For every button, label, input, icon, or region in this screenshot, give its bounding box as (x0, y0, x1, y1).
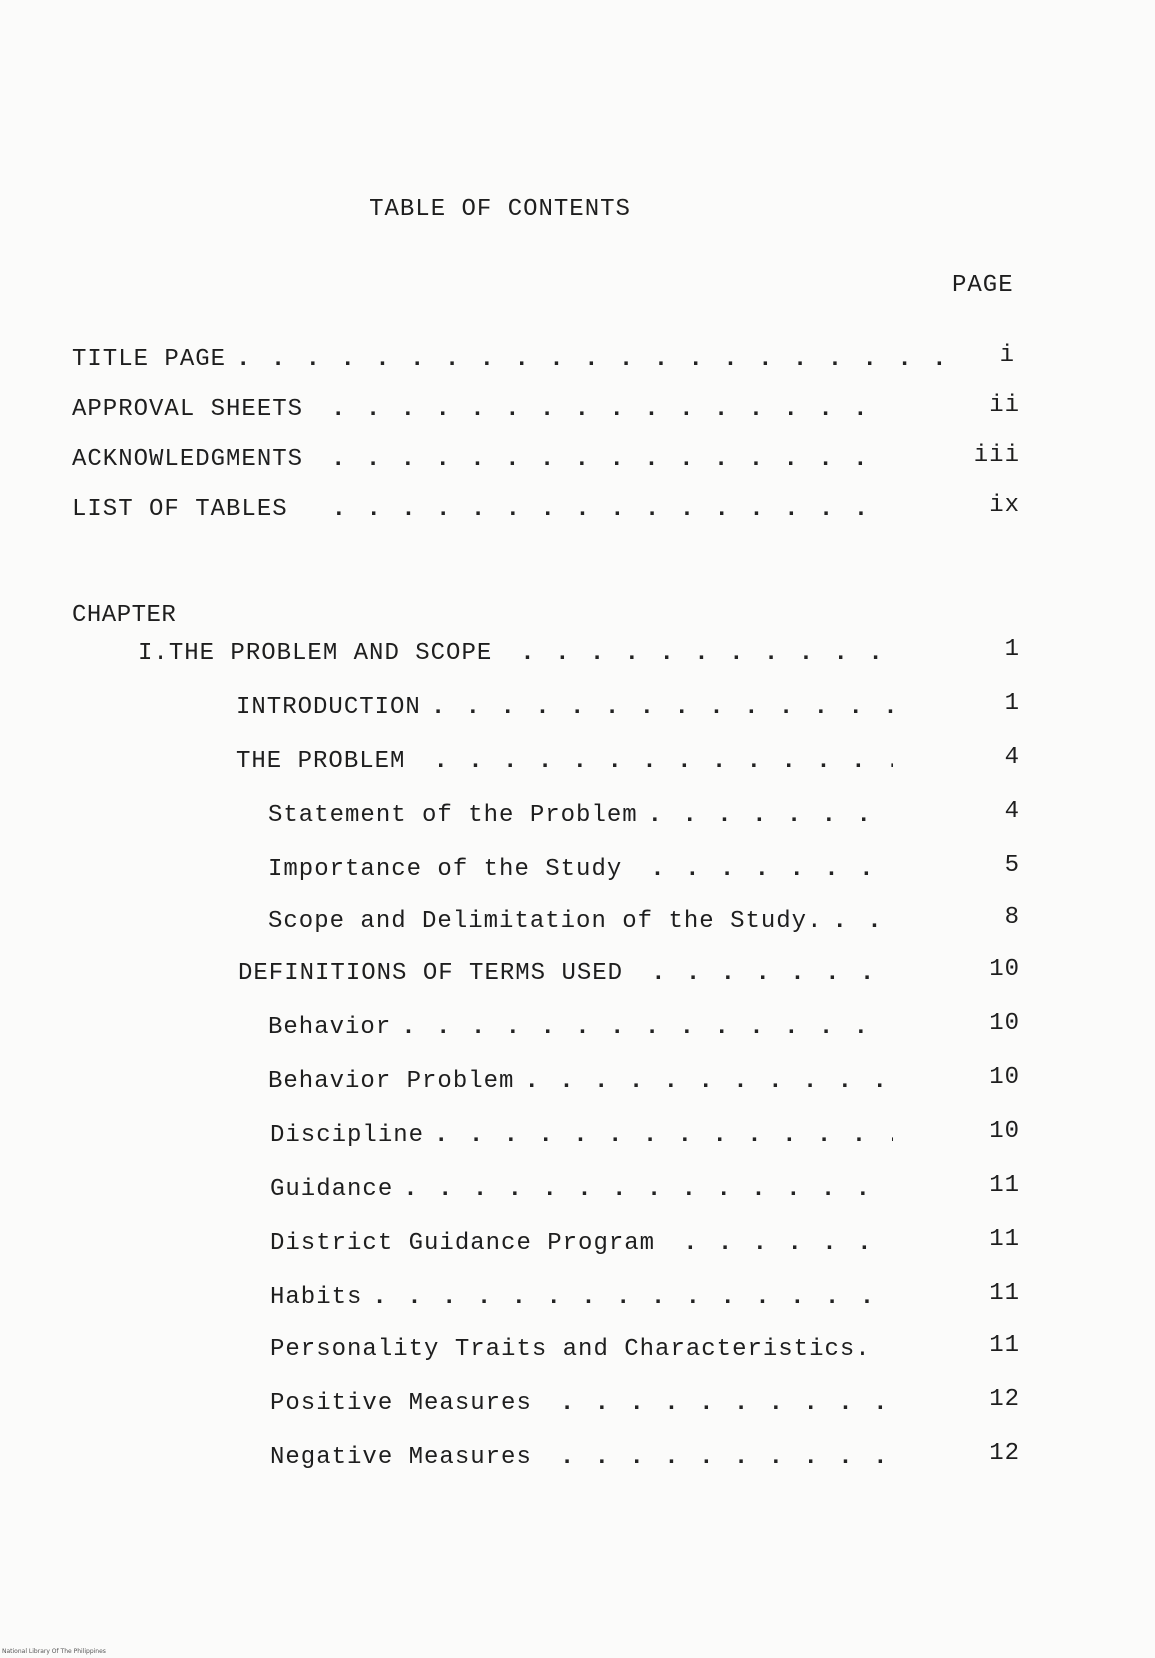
leader-dots (372, 1284, 893, 1311)
chapter-heading: CHAPTER (72, 602, 177, 629)
leader-dots (524, 1068, 893, 1095)
leader-dots (683, 1230, 893, 1257)
leader-dots (236, 346, 952, 373)
leader-dots (520, 640, 893, 667)
toc-entry-label: Behavior Problem (268, 1068, 515, 1095)
page-title: TABLE OF CONTENTS (369, 196, 631, 223)
toc-entry-label: Statement of the Problem (268, 802, 638, 829)
toc-entry (72, 396, 892, 430)
toc-entry-page: 10 (989, 1010, 1020, 1037)
toc-entry-page: 11 (989, 1280, 1020, 1307)
toc-entry-page: 4 (1004, 744, 1020, 771)
toc-entry-page: 1 (1004, 636, 1020, 663)
leader-dots (651, 960, 893, 987)
toc-entry-label: THE PROBLEM (236, 748, 406, 775)
toc-entry (72, 446, 892, 480)
toc-entry-page: 12 (989, 1386, 1020, 1413)
toc-entry-label: THE PROBLEM AND SCOPE (168, 640, 493, 667)
leader-dots (433, 748, 893, 775)
toc-entry (72, 346, 952, 380)
leader-dots (650, 856, 893, 883)
toc-entry (268, 908, 893, 942)
toc-entry-page: 11 (989, 1226, 1020, 1253)
toc-entry-label: TITLE PAGE (72, 346, 227, 373)
scan-footer: National Library Of The Philippines (2, 1648, 106, 1655)
toc-entry-label: Positive Measures (270, 1390, 532, 1417)
leader-dots (331, 396, 892, 423)
toc-entry-label: Behavior (268, 1014, 392, 1041)
toc-entry (270, 1122, 893, 1156)
toc-entry-page: 11 (989, 1172, 1020, 1199)
toc-entry-label: Importance of the Study (268, 856, 623, 883)
toc-entry (236, 748, 893, 782)
toc-entry (268, 1068, 893, 1102)
leader-dots (832, 908, 893, 935)
toc-entry-label: DEFINITIONS OF TERMS USED (238, 960, 624, 987)
toc-entry-page: 10 (989, 1064, 1020, 1091)
toc-entry-page: i (999, 342, 1015, 369)
leader-dots (560, 1390, 900, 1417)
toc-entry (270, 1230, 893, 1264)
toc-entry-label: APPROVAL SHEETS (72, 396, 304, 423)
leader-dots (403, 1176, 893, 1203)
toc-entry (270, 1284, 893, 1318)
leader-dots (401, 1014, 893, 1041)
toc-entry-page: 10 (989, 1118, 1020, 1145)
leader-dots (648, 802, 893, 829)
page-column-heading: PAGE (952, 272, 1014, 299)
toc-entry-label: Guidance (270, 1176, 394, 1203)
toc-entry (72, 496, 892, 530)
toc-entry-page: 8 (1004, 904, 1020, 931)
toc-entry-page: iii (973, 442, 1020, 469)
toc-entry-page: 10 (989, 956, 1020, 983)
toc-entry-page: ix (989, 492, 1020, 519)
toc-entry (268, 856, 893, 890)
leader-dots (560, 1444, 900, 1471)
toc-entry-page: 1 (1004, 690, 1020, 717)
toc-entry (268, 802, 893, 836)
toc-entry-label: Discipline (270, 1122, 425, 1149)
toc-entry-label: INTRODUCTION (236, 694, 421, 721)
toc-entry-page: 5 (1004, 852, 1020, 879)
leader-dots (331, 446, 892, 473)
toc-entry-label: Negative Measures (270, 1444, 532, 1471)
leader-dots (434, 1122, 893, 1149)
toc-entry-label: LIST OF TABLES (72, 496, 288, 523)
toc-entry-label: Scope and Delimitation of the Study. (268, 908, 823, 935)
toc-entry-label: ACKNOWLEDGMENTS (72, 446, 304, 473)
leader-dots (332, 496, 892, 523)
toc-entry (268, 1014, 893, 1048)
chapter-number: I. (138, 640, 169, 667)
toc-entry-label: Habits (270, 1284, 363, 1311)
toc-entry (270, 1444, 900, 1478)
toc-entry (270, 1176, 893, 1210)
leader-dots (431, 694, 893, 721)
toc-entry-label: District Guidance Program (270, 1230, 656, 1257)
toc-entry (270, 1390, 900, 1424)
toc-entry-page: ii (989, 392, 1020, 419)
toc-entry (270, 1336, 930, 1370)
toc-entry-page: 4 (1004, 798, 1020, 825)
toc-chapter-entry (138, 640, 893, 674)
toc-entry-page: 12 (989, 1440, 1020, 1467)
toc-entry (238, 960, 893, 994)
toc-entry (236, 694, 893, 728)
toc-entry-page: 11 (989, 1332, 1020, 1359)
toc-entry-label: Personality Traits and Characteristics. (270, 1336, 871, 1363)
